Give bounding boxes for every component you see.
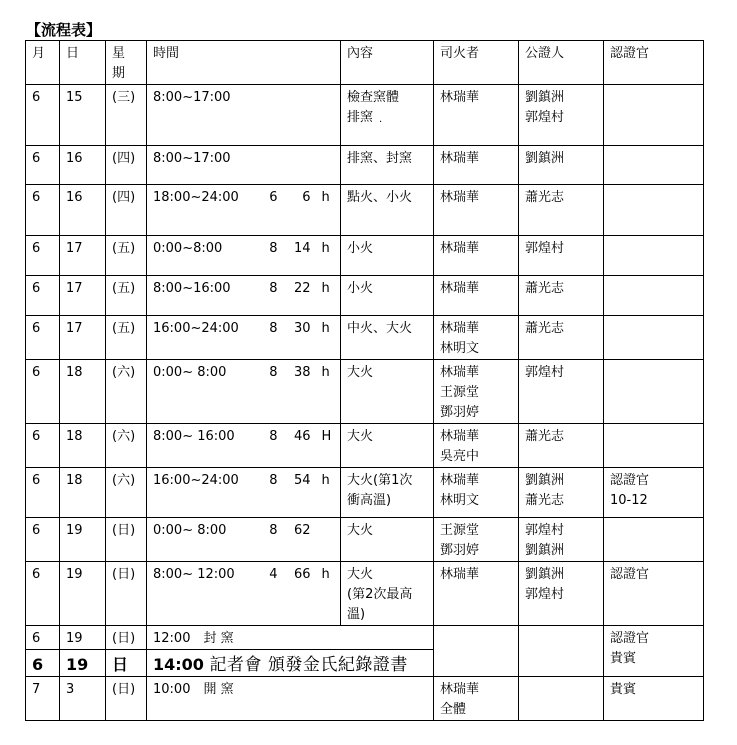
table-row	[26, 146, 704, 185]
press-time: 14:00	[153, 655, 210, 674]
content-cell	[341, 360, 434, 424]
table-row	[26, 276, 704, 316]
notary-cell	[519, 146, 604, 185]
content-cell	[341, 236, 434, 276]
header-notary: 公證人	[519, 41, 604, 85]
header-row	[26, 41, 704, 85]
cumulative-hours-cell: 54	[283, 468, 316, 518]
seal-text-cell: 12:00 封 窯	[147, 626, 434, 650]
firer-cell	[434, 146, 519, 185]
time-cell: 8:00~17:00	[147, 146, 341, 185]
notary-cell	[519, 562, 604, 626]
time-cell: 0:00~8:00	[147, 236, 250, 276]
notary-cell-line: 郭煌村	[525, 523, 565, 538]
notary-cell	[519, 468, 604, 518]
certifier-cell	[604, 360, 704, 424]
hour-unit-cell: h	[316, 562, 341, 626]
content-cell-line: 大火	[347, 429, 374, 444]
content-cell	[341, 146, 434, 185]
notary-cell-line: 劉鎮洲	[525, 90, 565, 105]
firer-cell-line: 王源堂	[440, 385, 480, 400]
month-cell: 6	[26, 650, 60, 677]
hour-unit-cell: h	[316, 316, 341, 360]
cumulative-hours-cell: 14	[283, 236, 316, 276]
day-cell: 19	[60, 562, 106, 626]
notary-cell-line: 劉鎮洲	[525, 543, 565, 558]
day-cell: 18	[60, 468, 106, 518]
content-cell-line: 中火、大火	[347, 321, 413, 336]
schedule-table	[25, 40, 704, 721]
duration-cell: 6	[250, 185, 283, 236]
certifier-cell-line: 10-12	[610, 493, 648, 508]
firer-cell	[434, 85, 519, 146]
certifier-cell	[604, 185, 704, 236]
firer-cell	[434, 424, 519, 468]
month-cell: 7	[26, 677, 60, 721]
table-row	[26, 468, 704, 518]
day-cell: 18	[60, 360, 106, 424]
firer-cell-line: 鄧羽婷	[440, 543, 480, 558]
weekday-cell: (四)	[106, 146, 147, 185]
content-cell-line: (第2次最高	[347, 587, 413, 602]
notary-cell-line: 蕭光志	[525, 321, 565, 336]
weekday-cell: (日)	[106, 518, 147, 562]
content-cell	[341, 316, 434, 360]
day-cell: 17	[60, 316, 106, 360]
time-cell: 18:00~24:00	[147, 185, 250, 236]
firer-cell-line: 林明文	[440, 493, 480, 508]
table-row-seal	[26, 626, 704, 650]
header-time: 時間	[147, 41, 341, 85]
day-cell: 19	[60, 518, 106, 562]
content-cell-line: 檢查窯體	[347, 90, 400, 105]
hour-unit-cell: h	[316, 276, 341, 316]
hour-unit-cell: H	[316, 424, 341, 468]
firer-cell-line: 鄧羽婷	[440, 405, 480, 420]
certifier-cell	[604, 626, 704, 677]
month-cell: 6	[26, 562, 60, 626]
certifier-cell	[604, 468, 704, 518]
duration-cell: 8	[250, 518, 283, 562]
notary-cell	[519, 316, 604, 360]
firer-cell-line: 吳亮中	[440, 449, 480, 464]
table-row	[26, 424, 704, 468]
header-weekday-char: 星	[112, 46, 126, 61]
notary-cell-line: 劉鎮洲	[525, 473, 565, 488]
time-cell: 16:00~24:00	[147, 468, 250, 518]
day-cell: 19	[60, 650, 106, 677]
certifier-cell	[604, 424, 704, 468]
press-event: 記者會 頒發金氏紀錄證書	[209, 655, 408, 675]
firer-cell-line: 林瑞華	[440, 151, 480, 166]
hour-unit-cell: h	[316, 360, 341, 424]
day-cell: 3	[60, 677, 106, 721]
duration-cell: 8	[250, 276, 283, 316]
firer-cell	[434, 236, 519, 276]
notary-cell	[519, 424, 604, 468]
time-cell: 0:00~ 8:00	[147, 518, 250, 562]
firer-cell-line: 全體	[440, 702, 467, 717]
cumulative-hours-cell: 30	[283, 316, 316, 360]
header-weekday-char: 期	[112, 66, 126, 81]
time-cell: 8:00~16:00	[147, 276, 250, 316]
notary-cell-line: 劉鎮洲	[525, 567, 565, 582]
duration-cell: 8	[250, 424, 283, 468]
content-cell-line: 小火	[347, 281, 374, 296]
certifier-cell-line: 貴賓	[610, 682, 637, 697]
weekday-cell: (日)	[106, 626, 147, 650]
day-cell: 16	[60, 146, 106, 185]
firer-cell-line: 林瑞華	[440, 90, 480, 105]
notary-cell-line: 郭煌村	[525, 365, 565, 380]
month-cell: 6	[26, 424, 60, 468]
content-cell-line: 大火	[347, 365, 374, 380]
month-cell: 6	[26, 276, 60, 316]
weekday-cell: (六)	[106, 468, 147, 518]
certifier-cell	[604, 518, 704, 562]
firer-cell	[434, 677, 519, 721]
firer-cell	[434, 316, 519, 360]
firer-cell	[434, 185, 519, 236]
weekday-cell: (四)	[106, 185, 147, 236]
content-cell-line: 溫)	[347, 607, 366, 622]
notary-cell	[519, 276, 604, 316]
weekday-cell: (五)	[106, 276, 147, 316]
content-cell-line: 小火	[347, 241, 374, 256]
table-row	[26, 236, 704, 276]
firer-cell-line: 林明文	[440, 341, 480, 356]
weekday-cell: (五)	[106, 236, 147, 276]
header-firer: 司火者	[434, 41, 519, 85]
table-row	[26, 85, 704, 146]
content-cell	[341, 424, 434, 468]
month-cell: 6	[26, 146, 60, 185]
duration-cell: 8	[250, 360, 283, 424]
month-cell: 6	[26, 626, 60, 650]
header-month: 月	[26, 41, 60, 85]
header-weekday	[106, 41, 147, 85]
certifier-cell	[604, 276, 704, 316]
cumulative-hours-cell: 6	[283, 185, 316, 236]
certifier-cell-line: 認證官	[610, 473, 650, 488]
content-cell	[341, 276, 434, 316]
weekday-cell: (三)	[106, 85, 147, 146]
certifier-cell-line: 認證官	[610, 631, 650, 646]
duration-cell: 8	[250, 316, 283, 360]
weekday-cell: (日)	[106, 677, 147, 721]
content-cell	[341, 85, 434, 146]
press-text-cell	[147, 650, 434, 677]
month-cell: 6	[26, 185, 60, 236]
certifier-cell	[604, 677, 704, 721]
time-cell: 8:00~ 16:00	[147, 424, 250, 468]
firer-cell-line: 王源堂	[440, 523, 480, 538]
header-content: 內容	[341, 41, 434, 85]
firer-cell-line: 林瑞華	[440, 281, 480, 296]
month-cell: 6	[26, 316, 60, 360]
duration-cell: 4	[250, 562, 283, 626]
time-cell: 16:00~24:00	[147, 316, 250, 360]
firer-cell-line: 林瑞華	[440, 429, 480, 444]
hour-unit-cell: h	[316, 236, 341, 276]
open-text-cell: 10:00 開 窯	[147, 677, 434, 721]
page-title: 【流程表】	[26, 21, 102, 39]
table-row	[26, 518, 704, 562]
table-row	[26, 185, 704, 236]
content-cell-line: 排窯、封窯	[347, 151, 413, 166]
content-cell-line: 大火	[347, 567, 374, 582]
weekday-cell: (六)	[106, 424, 147, 468]
firer-cell-line: 林瑞華	[440, 241, 480, 256]
notary-cell-line: 郭煌村	[525, 241, 565, 256]
day-cell: 17	[60, 276, 106, 316]
content-cell	[341, 518, 434, 562]
firer-cell	[434, 626, 519, 677]
cumulative-hours-cell: 62	[283, 518, 316, 562]
notary-cell	[519, 360, 604, 424]
notary-cell	[519, 626, 604, 677]
firer-cell	[434, 468, 519, 518]
firer-cell-line: 林瑞華	[440, 321, 480, 336]
certifier-cell-line: 認證官	[610, 567, 650, 582]
cumulative-hours-cell: 46	[283, 424, 316, 468]
certifier-cell	[604, 236, 704, 276]
firer-cell-line: 林瑞華	[440, 682, 480, 697]
content-cell-line: 大火	[347, 523, 374, 538]
certifier-cell	[604, 85, 704, 146]
header-day: 日	[60, 41, 106, 85]
table-row	[26, 316, 704, 360]
firer-cell	[434, 562, 519, 626]
header-certifier: 認證官	[604, 41, 704, 85]
notary-cell-line: 蕭光志	[525, 281, 565, 296]
firer-cell-line: 林瑞華	[440, 365, 480, 380]
firer-cell-line: 林瑞華	[440, 473, 480, 488]
cumulative-hours-cell: 38	[283, 360, 316, 424]
notary-cell	[519, 518, 604, 562]
weekday-cell: (六)	[106, 360, 147, 424]
content-cell-line: 點火、小火	[347, 190, 413, 205]
weekday-cell: (五)	[106, 316, 147, 360]
day-cell: 19	[60, 626, 106, 650]
day-cell: 15	[60, 85, 106, 146]
content-cell-line: 大火(第1次	[347, 473, 413, 488]
firer-cell	[434, 276, 519, 316]
month-cell: 6	[26, 236, 60, 276]
month-cell: 6	[26, 85, 60, 146]
hour-unit-cell: h	[316, 468, 341, 518]
notary-cell	[519, 236, 604, 276]
day-cell: 18	[60, 424, 106, 468]
certifier-cell-line: 貴賓	[610, 651, 637, 666]
firer-cell-line: 林瑞華	[440, 190, 480, 205]
month-cell: 6	[26, 468, 60, 518]
cumulative-hours-cell: 22	[283, 276, 316, 316]
time-cell: 0:00~ 8:00	[147, 360, 250, 424]
weekday-cell: 日	[106, 650, 147, 677]
hour-unit-cell	[316, 518, 341, 562]
hour-unit-cell: h	[316, 185, 341, 236]
certifier-cell	[604, 562, 704, 626]
notary-cell	[519, 185, 604, 236]
notary-cell-line: 蕭光志	[525, 493, 565, 508]
time-cell: 8:00~ 12:00	[147, 562, 250, 626]
notary-cell-line: 劉鎮洲	[525, 151, 565, 166]
content-cell-line: 排窯	[347, 110, 374, 125]
notary-cell	[519, 677, 604, 721]
certifier-cell	[604, 146, 704, 185]
content-cell-line: 衝高溫)	[347, 493, 392, 508]
table-row	[26, 360, 704, 424]
day-cell: 17	[60, 236, 106, 276]
content-cell	[341, 562, 434, 626]
month-cell: 6	[26, 518, 60, 562]
weekday-cell: (日)	[106, 562, 147, 626]
time-cell: 8:00~17:00	[147, 85, 341, 146]
notary-cell-line: 郭煌村	[525, 587, 565, 602]
duration-cell: 8	[250, 236, 283, 276]
firer-cell	[434, 518, 519, 562]
dot-mark: .	[379, 114, 383, 125]
notary-cell-line: 蕭光志	[525, 190, 565, 205]
table-row	[26, 562, 704, 626]
notary-cell	[519, 85, 604, 146]
notary-cell-line: 蕭光志	[525, 429, 565, 444]
duration-cell: 8	[250, 468, 283, 518]
content-cell	[341, 468, 434, 518]
firer-cell	[434, 360, 519, 424]
content-cell	[341, 185, 434, 236]
day-cell: 16	[60, 185, 106, 236]
month-cell: 6	[26, 360, 60, 424]
table-row-open	[26, 677, 704, 721]
notary-cell-line: 郭煌村	[525, 110, 565, 125]
firer-cell-line: 林瑞華	[440, 567, 480, 582]
certifier-cell	[604, 316, 704, 360]
cumulative-hours-cell: 66	[283, 562, 316, 626]
